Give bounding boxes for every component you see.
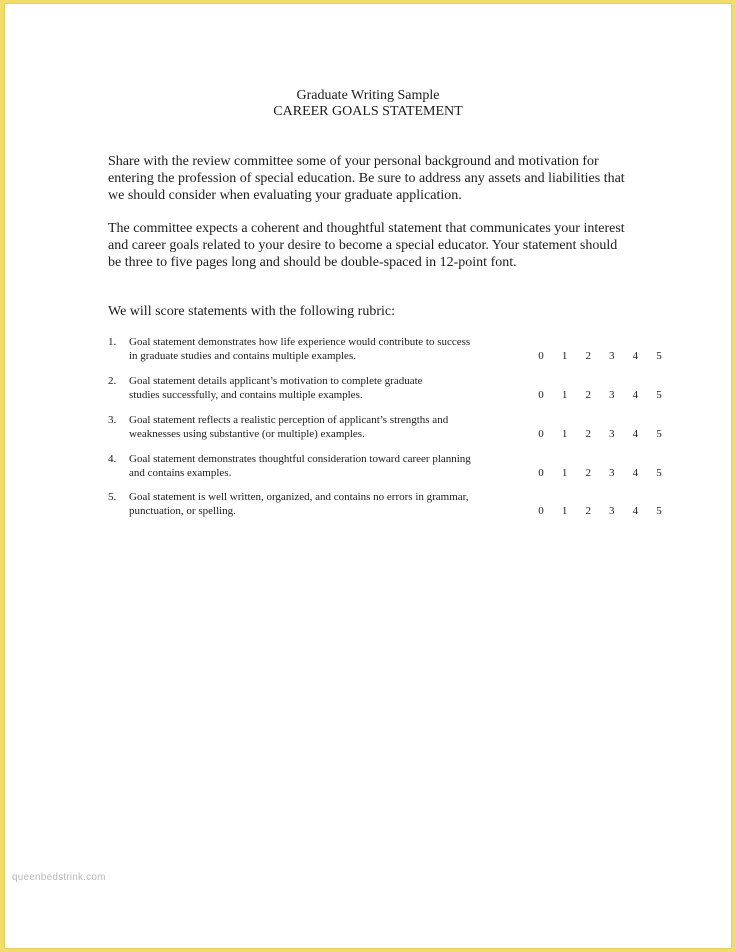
rubric-item-line: punctuation, or spelling. [129, 504, 236, 517]
rubric-item-number: 3. [108, 414, 117, 426]
document-subtitle: CAREER GOALS STATEMENT [273, 104, 463, 119]
rubric-item-line: Goal statement demonstrates how life experience would contribute to success [129, 336, 471, 348]
score-scale [536, 428, 664, 442]
rubric-intro: We will score statements with the following rubric: [108, 304, 395, 319]
score-option: 4 [632, 389, 639, 401]
score-option: 0 [538, 467, 544, 479]
rubric-item-number: 5. [108, 491, 117, 503]
score-scale [536, 505, 664, 519]
score-option: 1 [561, 428, 568, 440]
score-option: 2 [585, 467, 591, 479]
score-option: 4 [632, 428, 639, 440]
rubric-item-number: 2. [108, 375, 117, 387]
score-option: 1 [561, 467, 568, 479]
rubric-item-text [129, 414, 524, 441]
score-option: 4 [632, 467, 639, 479]
score-option: 0 [538, 389, 544, 401]
score-option: 3 [609, 389, 615, 401]
score-option: 5 [656, 505, 662, 517]
rubric-item-number: 4. [108, 453, 117, 465]
document-title: Graduate Writing Sample [296, 88, 440, 103]
score-option: 1 [561, 389, 568, 401]
rubric-item [108, 453, 664, 487]
score-option: 4 [632, 350, 639, 362]
rubric-item-text [129, 491, 524, 518]
score-option: 0 [538, 350, 544, 362]
score-option: 2 [585, 428, 591, 440]
score-option: 2 [585, 505, 591, 517]
rubric-item-number: 1. [108, 336, 117, 348]
score-option: 2 [585, 350, 591, 362]
rubric-item-line: and contains examples. [129, 466, 232, 479]
score-option: 3 [609, 428, 615, 440]
rubric-item-line: in graduate studies and contains multiple examples. [129, 349, 356, 362]
score-option: 4 [632, 505, 639, 517]
score-option: 5 [656, 428, 662, 440]
score-option: 3 [609, 350, 615, 362]
score-option: 3 [609, 467, 615, 479]
score-option: 5 [656, 389, 662, 401]
rubric-item-line: weaknesses using substantive (or multiple) examples. [129, 427, 365, 440]
rubric-item-line: Goal statement details applicant’s motivation to complete graduate [129, 375, 423, 387]
rubric-item [108, 414, 664, 448]
score-option: 2 [585, 389, 591, 401]
rubric-item [108, 336, 664, 370]
rubric-item-text [129, 336, 524, 363]
rubric-item-line: Goal statement demonstrates thoughtful consideration toward career planning [129, 453, 471, 465]
score-option: 0 [538, 505, 544, 517]
score-option: 3 [609, 505, 615, 517]
rubric-item-text [129, 453, 524, 480]
score-scale [536, 350, 664, 364]
rubric-item-text [129, 375, 524, 402]
watermark: queenbedstrink.com [12, 872, 106, 883]
rubric-item [108, 375, 664, 409]
intro-paragraph: Share with the review committee some of your personal background and motivation for entering the profession of special education. Be sure to address any assets and liabilities that we should consider when evaluating your graduate application. [108, 154, 625, 203]
score-option: 1 [561, 350, 568, 362]
rubric-item-line: Goal statement reflects a realistic perception of applicant’s strengths and [129, 414, 449, 426]
score-option: 1 [561, 505, 568, 517]
score-option: 5 [656, 467, 662, 479]
requirements-paragraph: The committee expects a coherent and thoughtful statement that communicates your interest and career goals related to your desire to become a special educator. Your statement should be three to five pages long and should be double-spaced in 12-point font. [108, 221, 625, 270]
rubric-item [108, 491, 664, 525]
score-scale [536, 467, 664, 481]
score-option: 5 [656, 350, 662, 362]
rubric-item-line: studies successfully, and contains multiple examples. [129, 388, 363, 401]
rubric-item-line: Goal statement is well written, organized, and contains no errors in grammar, [129, 491, 469, 503]
score-option: 0 [538, 428, 544, 440]
score-scale [536, 389, 664, 403]
